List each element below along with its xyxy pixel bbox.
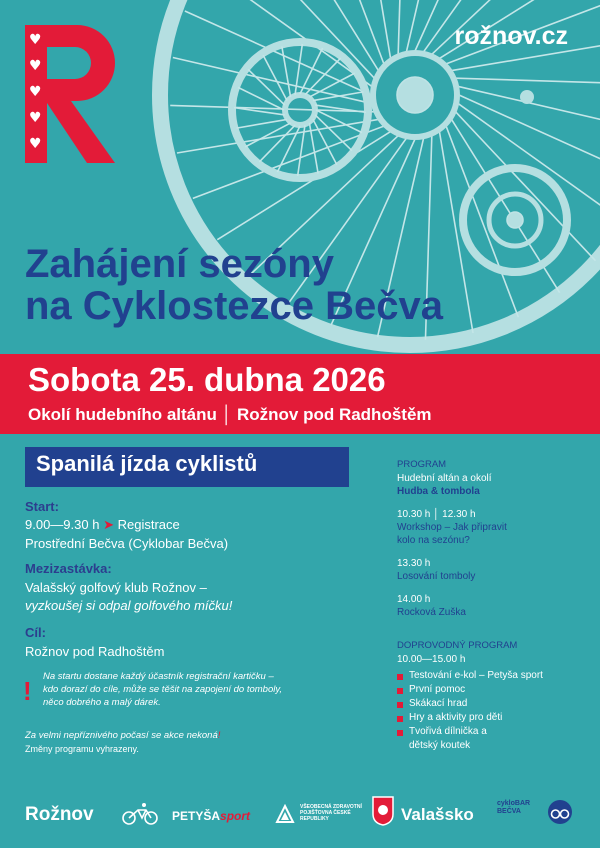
svg-text:♥: ♥ [29,110,42,126]
start-line [25,517,180,533]
weather-text: Za velmi nepříznivého počasí se akce nekoná [25,730,218,741]
svg-text:♥: ♥ [29,136,42,152]
note-line-2: kdo dorazí do cíle, může se těšit na zapojení do tomboly, [43,684,283,695]
event-place: Okolí hudebního altánu │ Rožnov pod Radhoštěm [28,405,432,424]
wheel-spoke [312,0,384,64]
valassko-logo: Valašsko [401,805,474,824]
vzp-logo: VŠEOBECNÁ ZDRAVOTNÍ POJIŠŤOVNA ČESKÉ REPUBLIKY [300,804,362,822]
start-time: 9.00—9.30 h [25,517,100,532]
svg-text:♥: ♥ [29,32,42,48]
list-item: Skákací hrad [397,697,592,711]
program-item-name: Losování tomboly [397,571,476,582]
note-line-1: Na startu dostane každý účastník registrační kartičku – [43,671,274,682]
list-item: Testování e-kol – Petyša sport [397,669,592,683]
support-time: 10.00—15.00 h [397,654,466,665]
petysa-text: PETYŠA [172,809,221,823]
wheel-spoke [237,119,288,128]
vzp-icon [275,804,295,824]
finish-label: Cíl: [25,625,46,640]
wheel-spoke [357,0,391,58]
arrow-right-icon: ➤ [103,517,114,532]
subtitle: Spanilá jízda cyklistů [36,451,258,476]
roznov-r-logo [25,25,117,163]
cyclist-icon [120,802,160,826]
program-heading: PROGRAM [397,459,447,470]
stop-note: vyzkoušej si odpal golfového míčku! [25,598,233,613]
list-item: Hry a aktivity pro děti [397,711,592,725]
exclamation-icon: ! [23,676,32,706]
stop-label: Mezizastávka: [25,561,112,576]
list-item: První pomoc [397,683,592,697]
support-heading: DOPROVODNÝ PROGRAM [397,640,518,651]
wheel-spoke [398,0,404,54]
start-label: Start: [25,499,59,514]
partner-logos [20,790,585,830]
finish-place: Rožnov pod Radhoštěm [25,644,165,659]
program-item-time: 10.30 h │ 12.30 h [397,509,476,520]
wheel-spoke [193,126,384,198]
changes-note: Změny programu vyhrazeny. [25,744,139,754]
cyklobar-logo: cykloBAR BEČVA [497,800,531,815]
wheel-spoke [282,47,291,98]
wheel-spoke [270,0,378,71]
roznov-logo: Rožnov [25,804,94,825]
start-location: Prostřední Bečva (Cyklobar Bečva) [25,536,229,551]
stop-place: Valašský golfový klub Rožnov – [25,580,207,595]
wheel-spoke [456,78,600,84]
program-item-time: 13.30 h [397,558,431,569]
program-item-name: Rocková Zuška [397,607,466,618]
note-line-3: něco dobrého a malý dárek. [43,697,161,708]
bike-circle-icon [547,799,573,825]
list-item: Tvořivá dílnička a dětský koutek [397,725,509,753]
program-item-name: Workshop – Jak připravit kolo na sezónu? [397,522,507,546]
coat-of-arms-icon [372,796,394,826]
program-venue: Hudební altán a okolí [397,473,492,484]
petysa-sport-text: sport [220,809,251,823]
weather-mark: ! [217,730,221,741]
wheel-spoke [263,55,287,100]
svg-text:♥: ♥ [29,58,42,74]
notes [43,670,343,709]
petysa-logo [172,809,250,823]
start-registration: Registrace [117,517,180,532]
support-program [397,640,592,753]
svg-text:♥: ♥ [29,84,42,100]
program [397,459,587,619]
title-line-2: na Cyklostezce Bečva [25,284,444,328]
event-date: Sobota 25. dubna 2026 [28,361,386,398]
program-venue-sub: Hudba & tombola [397,486,480,497]
support-list [397,669,592,753]
weather-note [25,730,220,741]
program-item-time: 14.00 h [397,594,431,605]
title-line-1: Zahájení sezóny [25,242,334,286]
site-url[interactable]: rožnov.cz [454,22,568,50]
event-title [25,243,443,327]
